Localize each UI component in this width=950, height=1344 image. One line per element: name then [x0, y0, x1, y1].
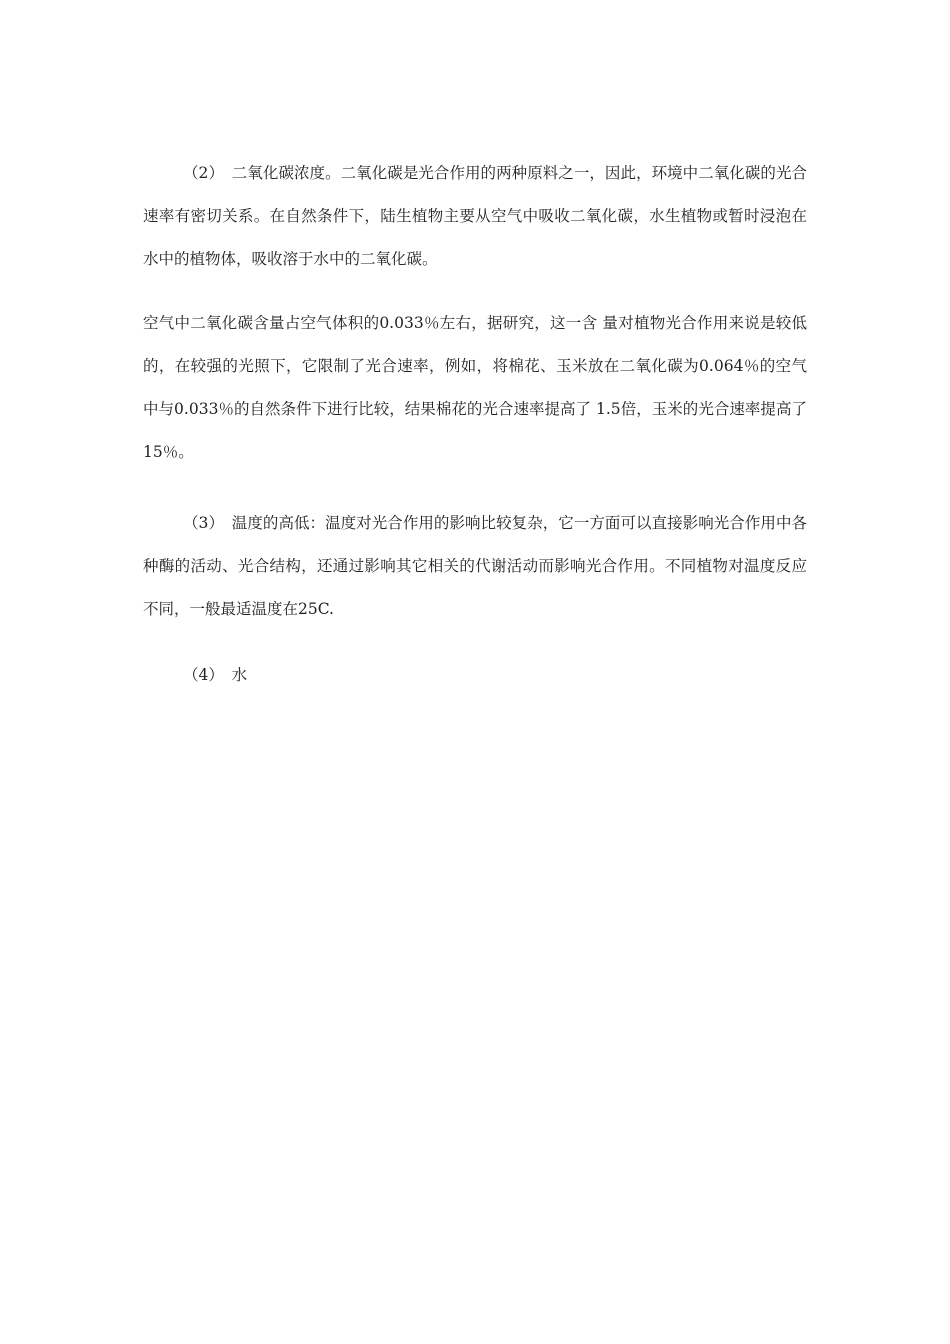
paragraph-co2-air-content: 空气中二氧化碳含量占空气体积的0.033％左右，据研究，这一含 量对植物光合作用来说是较低的，在较强的光照下，它限制了光合速率，例如，将棉花、玉米放在二氧化碳为0.064％的空气中与0.033％的自然条件下进行比较，结果棉花的光合速率提高了 1.5倍，玉米的光合速率提高了15％。: [143, 314, 807, 461]
paragraph-co2-concentration: （2） 二氧化碳浓度。二氧化碳是光合作用的两种原料之一，因此，环境中二氧化碳的光合速率有密切关系。在自然条件下，陆生植物主要从空气中吸收二氧化碳，水生植物或暂时浸泡在水中的植物体，吸收溶于水中的二氧化碳。: [143, 164, 807, 268]
paragraph-temperature: （3） 温度的高低：温度对光合作用的影响比较复杂，它一方面可以直接影响光合作用中各种酶的活动、光合结构，还通过影响其它相关的代谢活动而影响光合作用。不同植物对温度反应不同，一般最适温度在25C.: [143, 514, 807, 618]
paragraph-water: （4） 水: [183, 666, 248, 684]
